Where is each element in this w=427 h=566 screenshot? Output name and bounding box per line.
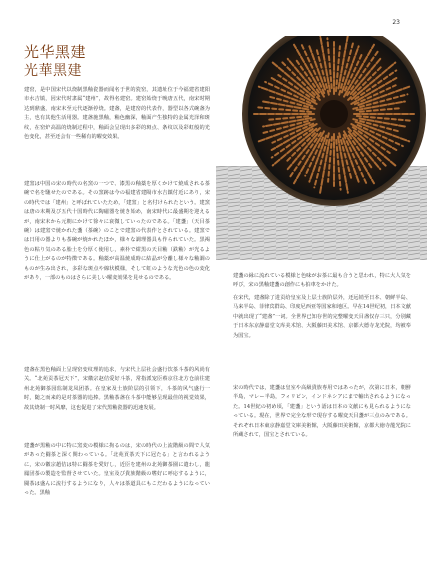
body-paragraph: 建窯は中国の宋の時代の名窯の一つで、漆黒の釉薬を厚くかけて焼成される茶碗で名を馳せたのである。その窯跡は今の福建省建陽市水吉鎮付近にあり，宋の時代では「建州」と呼ばれていたため，「建窯」と名付けられたという。建窯は唐の末期及び五代十国時代に陶磁器を焼き始め，南宋時代に最盛期を迎えるが，南宋末から元朝にかけて徐々に衰微していったのである。「建盞」（天目茶碗）は建窯で焼かれた盞（茶碗）のことで建窯の代表作とされている。建窯では日用の器よりも茶碗が焼かれたほか，様々な調理器具も作られていた。黒褐色の粘り気のある胎土を分厚く使用し，素朴で紺黒の天目釉（鉄釉）が光るように仕上がるのが特徴である。釉薬が高温焼成時に結晶が分離し様々な釉調のものが生み出され，多彩な斑点や線状模様，そして虹のような光色の色の変化があり，一部のものはさらに美しい曜変効果を見せるのである。 (24, 181, 210, 282)
page-title: 光华黑建 (24, 43, 87, 61)
page-subtitle: 光華黑建 (24, 63, 82, 79)
body-paragraph: 建盏在黑色釉面上呈现窑变纹理的追求，与宋代上层社会盛行饮茶斗茶的风尚有关。“北苑贡茶冠天下”，宋徽宗赵佶爱好斗茶，常指派宠臣蔡京往北方仓前往建州北苑御茶园监制龙凤团茶。在皇家及士族阶层的引领下，斗茶的风气盛行一时，随之而来的是对茶器的追捧。黑釉茶盏在斗茶中能够呈现最佳的视觉效果，故其烧制一时风靡，这也促进了宋代黑釉瓷器的迅速发展。 (24, 367, 210, 411)
body-paragraph: 建盞が黒釉の中に特に窯変の模様に拘るのは，宋の時代の上流階級の間で人気があった闘茶と深く関わっている。「北苑貢茶天下に冠たる」と言われるように，宋の徽宗趙佶は特に闘茶を愛好し，近臣を建州の北苑御茶園に遣わし，龍鳳団茶の製造を監督させていた。皇室及び貴族階級の嗜好に呼応するように，闘茶は盛んに流行するようになり，人々は茶道具にもこだわるようになっていった。黒釉 (24, 443, 210, 497)
tea-bowl-photo (216, 36, 427, 260)
page-number: 23 (392, 19, 400, 26)
body-paragraph: 建盞の縁に流れている模様と色味がお茶に最も合うと思われ，特に大人気を呼び，宋の黑釉建盞の創作にも拍車をかけた。 (233, 273, 411, 289)
body-paragraph: 宋の時代では，建盞は皇室や高級貴族専用ではあったが，次第に日本，朝鮮半島，マレー半島，フィリピン，インドネシアにまで輸出されるようになった。14世紀の初め頃，「建盞」という語は日本の文献にも見られるようになっている。現在，世界で完全な形で現存する曜変天目盞が三点のみである。それぞれ日本東京静嘉堂文庫美術館，大阪藤田美術館，京都大徳寺龍光院に所蔵されて，国宝とされている。 (233, 385, 411, 439)
body-paragraph: 在宋代，建盏除了进贡给皇室及上层士族阶层外，还远销至日本、朝鲜半岛、马来半岛、菲律宾群岛、印度尼西亚等国家和地区。早在14世纪初，日本文献中就出现了“建盏”一词。全世界已知存世的完整曜变天目盏仅存三只，分别藏于日本东京静嘉堂文库美术馆、大阪藤田美术馆、京都大德寺龙光院，均被奉为国宝。 (233, 295, 411, 339)
body-paragraph: 建窑，是中国宋代以烧制黑釉瓷器而闻名于世的瓷窑，其遗址位于今福建省建阳市水吉镇，因宋代时隶属“建州”，故得名建窑。建窑始烧于晚唐五代，南宋时期达到鼎盛，南宋末至元代逐渐停烧。建盏，是建窑的代表作，器型以各式碗盏为主，也有其他生活用器。建盏施黑釉，釉色幽深，釉面产生独特的金属光泽和斑纹，在窑炉高温的烧制过程中，釉面会呈现出多彩的斑点、条纹以及彩虹般的光色变化，甚至还会有一些稀有的曜变效果。 (24, 87, 210, 141)
